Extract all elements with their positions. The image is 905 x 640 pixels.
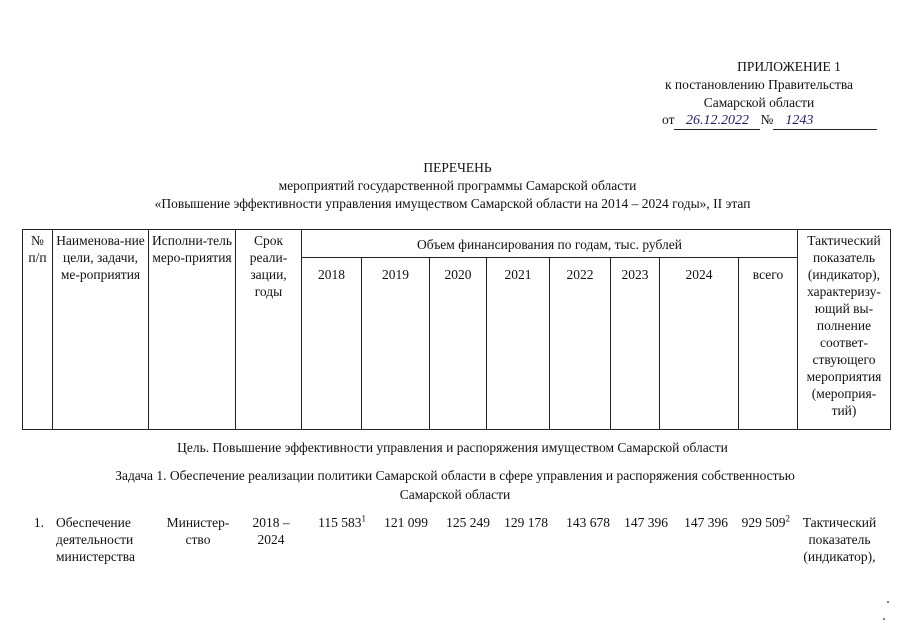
appendix-region: Самарской области bbox=[703, 95, 815, 110]
row-indicator: Тактический показатель (индикатор), bbox=[802, 515, 877, 564]
year-header-2020: 2020 bbox=[430, 258, 487, 430]
cell-2019: 121 099 bbox=[384, 515, 428, 530]
row-name: Обеспечение деятельности министерства bbox=[56, 515, 135, 564]
task-line1: Задача 1. Обеспечение реализации политики Самарской области в сфере управления и распоряжения собственностью bbox=[115, 468, 795, 483]
appendix-block bbox=[640, 58, 878, 112]
cell-total bbox=[728, 514, 790, 565]
col-header-number: № п/п bbox=[23, 230, 53, 430]
number-prefix: № bbox=[760, 112, 774, 127]
col-header-indicator: Тактический показатель (индикатор), характеризу-ющий вы-полнение соответ-ствующего мероприятия (мероприя-тий) bbox=[798, 230, 891, 430]
decree-number: 1243 bbox=[773, 113, 877, 130]
cell-2018-value: 115 583 bbox=[318, 515, 362, 530]
col-header-term: Срок реали-зации, годы bbox=[236, 230, 302, 430]
col-header-funding: Объем финансирования по годам, тыс. рублей bbox=[302, 230, 798, 258]
cell-2022: 143 678 bbox=[566, 515, 610, 530]
year-header-2019: 2019 bbox=[362, 258, 430, 430]
col-header-name: Наименова-ние цели, задачи, ме-роприятия bbox=[53, 230, 149, 430]
row-executor: Министер-ство bbox=[166, 515, 230, 547]
decree-date: 26.12.2022 bbox=[674, 113, 760, 130]
appendix-subtitle: к постановлению Правительства bbox=[664, 77, 854, 92]
decree-date-line bbox=[662, 112, 878, 130]
document-title bbox=[0, 158, 905, 214]
year-header-total: всего bbox=[739, 258, 798, 430]
col-header-executor: Исполни-тель меро-приятия bbox=[149, 230, 236, 430]
cell-2023: 147 396 bbox=[624, 515, 668, 530]
title-line3: «Повышение эффективности управления имуществом Самарской области на 2014 – 2024 годы», II этап bbox=[154, 196, 751, 211]
year-header-2021: 2021 bbox=[487, 258, 550, 430]
goal-line: Цель. Повышение эффективности управления и распоряжения имуществом Самарской области bbox=[177, 440, 728, 455]
cell-2020: 125 249 bbox=[446, 515, 490, 530]
table-row bbox=[22, 514, 883, 565]
programme-table-header bbox=[22, 229, 891, 430]
cell-total-value: 929 509 bbox=[741, 515, 786, 530]
scan-speck bbox=[887, 601, 889, 603]
year-header-2023: 2023 bbox=[611, 258, 660, 430]
year-header-2024: 2024 bbox=[660, 258, 739, 430]
year-header-2022: 2022 bbox=[550, 258, 611, 430]
row-number: 1. bbox=[33, 515, 44, 530]
date-prefix: от bbox=[662, 112, 675, 127]
appendix-title: ПРИЛОЖЕНИЕ 1 bbox=[737, 59, 841, 74]
title-perechen: ПЕРЕЧЕНЬ bbox=[423, 160, 492, 175]
row-term: 2018 – 2024 bbox=[252, 515, 290, 547]
cell-2021: 129 178 bbox=[504, 515, 548, 530]
title-line2: мероприятий государственной программы Самарской области bbox=[278, 178, 637, 193]
task-line2: Самарской области bbox=[399, 487, 511, 502]
cell-2024: 147 396 bbox=[684, 515, 728, 530]
footnote-2: 2 bbox=[785, 513, 790, 524]
task-block bbox=[40, 466, 870, 504]
scan-speck bbox=[883, 618, 885, 620]
year-header-2018: 2018 bbox=[302, 258, 362, 430]
cell-2018 bbox=[298, 514, 366, 565]
footnote-1: 1 bbox=[361, 513, 366, 524]
